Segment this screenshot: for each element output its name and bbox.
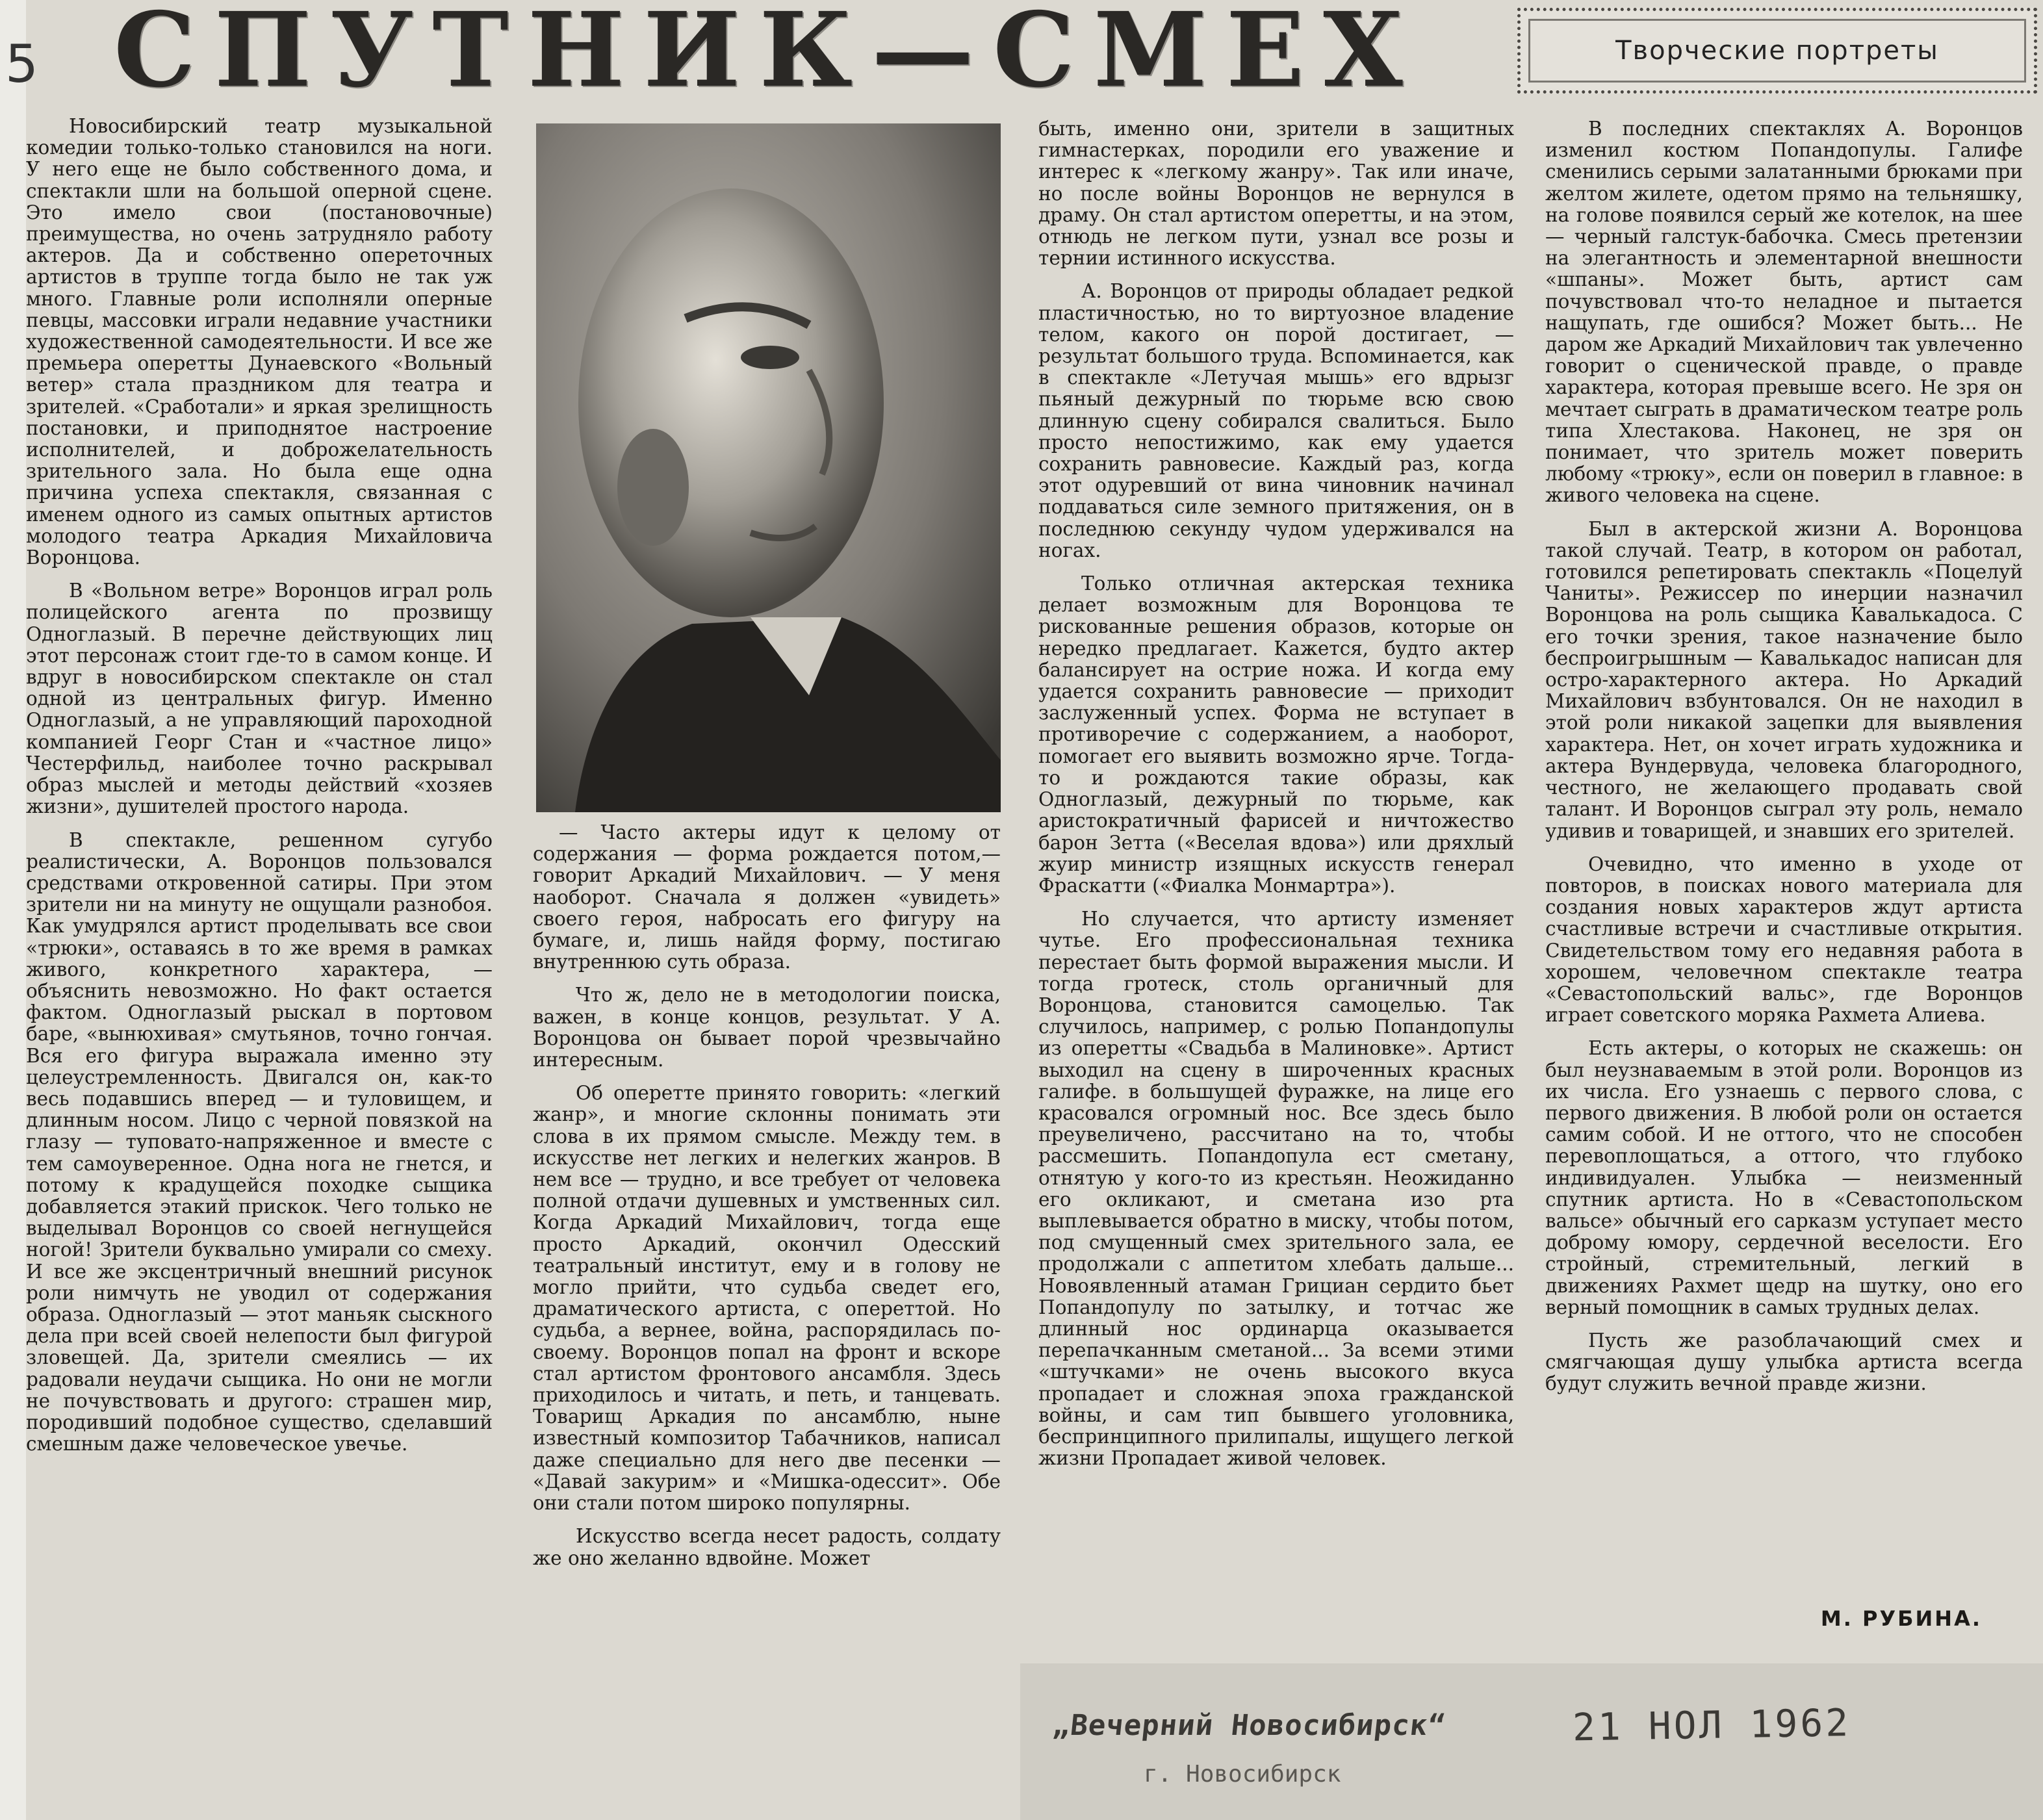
rubric-label: Творческие портреты bbox=[1615, 36, 1939, 66]
paragraph: В спектакле, решенном сугубо реалистически, А. Воронцов пользовался средствами откровенной сатиры. При этом зрители ни на минуту не ощущали разнобоя. Как умудрялся артист проделывать все свои «трюки», оставаясь в то же время в рамках живого, конкретного характера, — объяснить невозможно. Но факт остается фактом. Одноглазый рыскал в портовом баре, «вынюхивая» смутьянов, точно гончая. Вся его фигура выражала именно эту целеустремленность. Двигался он, как-то весь подавшись вперед — и туловищем, и длинным носом. Лицо с черной повязкой на глазу — туповато-напряженное и вместе с тем самоуверенное. Одна нога не гнется, и потому к крадущейся походке сыщика добавляется этакий прискок. Чего только не выделывал Воронцов со своей негнущейся ногой! Зрители буквально умирали со смеху. И все же эксцентричный внешний рисунок роли нимчуть не уводил от содержания образа. Одноглазый — этот маньяк сыскного дела при всей своей нелепости был фигурой зловещей. Да, зрители смеялись — их радовали неудачи сыщика. Но они не могли не почувствовать и другого: страшен мир, породивший подобное существо, сделавший смешным даже человеческое увечье. bbox=[26, 828, 493, 1455]
paragraph: Был в актерской жизни А. Воронцова такой случай. Театр, в котором он работал, готовился репетировать спектакль «Поцелуй Чаниты». Режиссер по инерции назначил Воронцова на роль сыщика Кавалькадоса. С его точки зрения, такое назначение было беспроигрышным — Кавалькадос написан для остро-характерного актера. Но Аркадий Михайлович взбунтовался. Он не находил в этой роли никакой зацепки для выявления характера. Нет, он хочет играть художника и актера Вундервуда, человека благородного, честного, не желающего продавать свой талант. И Воронцов сыграл эту роль, немало удивив и товарищей, и знавших его зрителей. bbox=[1545, 517, 2023, 842]
text-column-2 bbox=[533, 822, 1001, 1634]
paragraph: В «Вольном ветре» Воронцов играл роль полицейского агента по прозвищу Одноглазый. В перечне действующих лиц этот персонаж стоит где-то в самом конце. И вдруг в новосибирском спектакле он стал одной из центральных фигур. Именно Одноглазый, а не управляющий пароходной компанией Георг Стан и «частное лицо» Честерфильд, наиболее точно раскрывал образ мыслей и методы действий «хозяев жизни», душителей простого народа. bbox=[26, 580, 493, 818]
paragraph: А. Воронцов от природы обладает редкой пластичностью, но то виртуозное владение телом, какого он порой достигает, — результат большого труда. Вспоминается, как в спектакле «Летучая мышь» его вдрызг пьяный дежурный по тюрьме всю свою длинную сцену собирался свалиться. Было просто непостижимо, как ему удается сохранить равновесие. Каждый раз, когда этот одуревший от вина чиновник начинал поддаваться силе земного притяжения, он в последнюю секунду чудом удерживался на ногах. bbox=[1038, 280, 1514, 561]
paragraph: Есть актеры, о которых не скажешь: он был неузнаваемым в этой роли. Воронцов из их числа. Его узнаешь с первого слова, с первого движения. В любой роли он остается самим собой. И не оттого, что не способен перевоплощаться, а оттого, что глубоко индивидуален. Улыбка — неизменный спутник артиста. Но в «Севастопольском вальсе» обычный его сарказм уступает место доброму юмору, сердечной веселости. Его стройный, стремительный, легкий в движениях Рахмет щедр на шутку, оно его верный помощник в самых трудных делах. bbox=[1545, 1037, 2023, 1318]
scan-margin bbox=[0, 0, 26, 1820]
newspaper-stamp: „Вечерний Новосибирск“ bbox=[1051, 1709, 1448, 1742]
paragraph: Но случается, что артисту изменяет чутье. Его профессиональная техника перестает быть формой выражения мысли. И тогда гротеск, столь органичный для Воронцова, становится самоцелью. Так случилось, например, с ролью Попандопулы из оперетты «Свадьба в Малиновке». Артист выходил на сцену в широченных красных галифе. в большущей фуражке, на лице его красовался огромный нос. Все здесь было преувеличено, рассчитано на то, чтобы рассмешить. Попандопула ест сметану, отнятую у кого-то из крестьян. Неожиданно его окликают, и сметана изо рта выплевывается обратно в миску, чтобы потом, под смущенный смех зрительного зала, ее продолжали с аппетитом хлебать дальше... Новоявленный атаман Грициан сердито бьет Попандопулу по затылку, и тотчас же длинный нос ординарца оказывается перепачканным сметаной... За всеми этими «штучками» не очень высокого вкуса пропадает и сложная эпоха гражданской войны, и сам тип бывшего уголовника, беспринципного прилипалы, ищущего легкой жизни Пропадает живой человек. bbox=[1038, 908, 1514, 1470]
city-stamp: г. Новосибирск bbox=[1144, 1761, 1341, 1788]
margin-mark: 5 bbox=[5, 34, 38, 94]
date-stamp: 21 НОЛ 1962 bbox=[1572, 1700, 1851, 1750]
paragraph: Что ж, дело не в методологии поиска, важен, в конце концов, результат. У А. Воронцова он бывает порой чрезвычайно интересным. bbox=[533, 984, 1001, 1071]
paragraph: Искусство всегда несет радость, солдату же оно желанно вдвойне. Может bbox=[533, 1525, 1001, 1569]
text-column-4 bbox=[1545, 118, 2023, 1671]
paragraph: Об оперетте принято говорить: «легкий жанр», и многие склонны понимать эти слова в их прямом смысле. Между тем. в искусстве нет легких и нелегких жанров. В нем все — трудно, и все требует от человека полной отдачи душевных и умственных сил. Когда Аркадий Михайлович, тогда еще просто Аркадий, окончил Одесский театральный институт, ему и в голову не могло прийти, что судьба сведет его, драматического артиста, с опереттой. Но судьба, а вернее, война, распорядилась по-своему. Воронцов попал на фронт и вскоре стал артистом фронтового ансамбля. Здесь приходилось и читать, и петь, и танцевать. Товарищ Аркадия по ансамблю, ныне известный композитор Табачников, написал даже специально для него две песенки — «Давай закурим» и «Мишка-одессит». Обе они стали потом широко популярны. bbox=[533, 1082, 1001, 1515]
paragraph: В последних спектаклях А. Воронцов изменил костюм Попандопулы. Галифе сменились серыми залатанными брюками при желтом жилете, одетом прямо на тельняшку, на голове появился серый же котелок, на шее — черный галстук-бабочка. Смесь претензии на элегантность и элементарной внешности «шпаны». Может быть, артист сам почувствовал что-то неладное и пытается нащупать, где ошибся? Может быть... Не даром же Аркадий Михайлович так увлеченно говорит о сценической правде, о правде характера, которая превыше всего. Не зря он мечтает сыграть в драматическом театре роль типа Хлестакова. Наконец, не зря он понимает, что зритель может поверить любому «трюку», если он поверил в главное: в живого человека на сцене. bbox=[1545, 118, 2023, 507]
paragraph: Новосибирский театр музыкальной комедии только-только становился на ноги. У него еще не было собственного дома, и спектакли шли на большой оперной сцене. Это имело свои (постановочные) преимущества, но очень затрудняло работу актеров. Да и собственно опереточных артистов в труппе тогда было не так уж много. Главные роли исполняли оперные певцы, массовки играли недавние участники художественной самодеятельности. И все же премьера оперетты Дунаевского «Вольный ветер» стала праздником для театра и зрителей. «Сработали» и яркая зрелищность постановки, и приподнятое настроение исполнителей, и доброжелательность зрительного зала. Но была еще одна причина успеха спектакля, связанная с именем одного из самых опытных артистов молодого театра Аркадия Михайловича Воронцова. bbox=[26, 115, 493, 569]
paragraph: Только отличная актерская техника делает возможным для Воронцова те рискованные решения образов, которые он нередко предлагает. Кажется, будто актер балансирует на острие ножа. И когда ему удается сохранить равновесие — приходит заслуженный успех. Форма не вступает в противоречие с содержанием, а наоборот, помогает его выявить возможно ярче. Тогда-то и рождаются такие образы, как Одноглазый, дежурный по тюрьме, как аристократичный фарисей и ничтожество барон Зетта («Веселая вдова») или дряхлый жуир министр изящных искусств генерал Фраскатти («Фиалка Монмартра»). bbox=[1038, 572, 1514, 897]
portrait-photo bbox=[536, 123, 1001, 812]
author-signature: М. РУБИНА. bbox=[1820, 1606, 1982, 1631]
rubric-box bbox=[1517, 8, 2037, 94]
paragraph: — Часто актеры идут к целому от содержания — форма рождается потом,— говорит Аркадий Михайлович. — У меня наоборот. Сначала я должен «увидеть» своего героя, набросать его фигуру на бумаге, и, лишь найдя форму, постигаю внутреннюю суть образа. bbox=[533, 821, 1001, 973]
text-column-1 bbox=[26, 116, 493, 1623]
paragraph: Пусть же разоблачающий смех и смягчающая душу улыбка артиста всегда будут служить вечной правде жизни. bbox=[1545, 1329, 2023, 1395]
paragraph: Очевидно, что именно в уходе от повторов, в поисках нового материала для создания новых характеров ждут артиста счастливые встречи и счастливые открытия. Свидетельством тому его недавняя работа в хорошем, человечном спектакле театра «Севастопольский вальс», где Воронцов играет советского моряка Рахмета Алиева. bbox=[1545, 852, 2023, 1027]
article-headline: СПУТНИК—СМЕХ bbox=[114, 0, 1422, 110]
portrait-photo-icon bbox=[536, 123, 1001, 812]
text-column-3 bbox=[1038, 118, 1514, 1632]
paragraph: быть, именно они, зрители в защитных гимнастерках, породили его уважение и интерес к «легкому жанру». Так или иначе, но после войны Воронцов не вернулся в драму. Он стал артистом оперетты, и на этом, отнюдь не легком пути, узнал все розы и тернии истинного искусства. bbox=[1038, 118, 1514, 270]
